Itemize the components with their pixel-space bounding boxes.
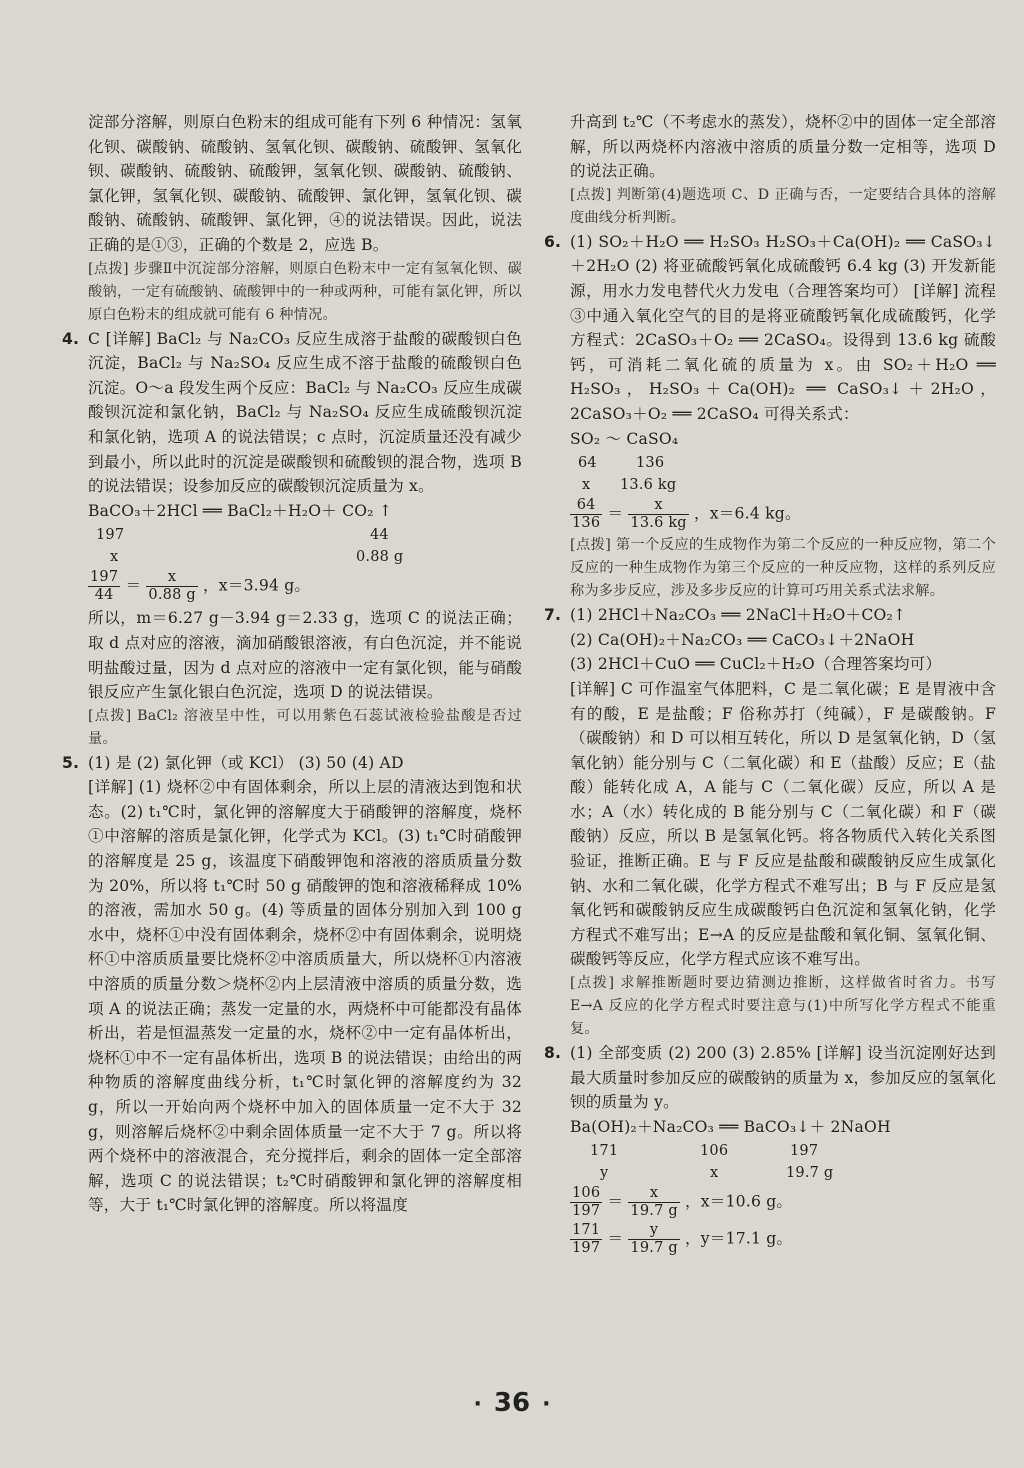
- numerator: y: [628, 1222, 679, 1240]
- numerator: x: [146, 569, 197, 587]
- calc-value: 44: [370, 527, 389, 544]
- result: ，x＝10.6 g。: [684, 1192, 793, 1211]
- fraction: [628, 1185, 679, 1220]
- numerator: 171: [572, 1222, 601, 1239]
- page-number: 36: [493, 1388, 531, 1418]
- question-number: 6.: [544, 232, 562, 251]
- denominator: 0.88 g: [148, 587, 196, 604]
- q7-answer-2: (2) Ca(OH)₂＋Na₂CO₃ ══ CaCO₃↓＋2NaOH: [570, 630, 915, 649]
- question-6: [544, 230, 996, 427]
- equals: ＝: [607, 504, 624, 523]
- bullet-icon: ·: [542, 1392, 551, 1417]
- q3-tip: [点拨] 步骤Ⅱ中沉淀部分溶解，则原白色粉末中一定有氢氧化钡、碳酸钠，一定有硫酸钠、硫酸钾中的一种或两种，可能有氯化钾，所以原白色粉末的组成就可能有 6 种情况。: [88, 260, 522, 323]
- denominator: 44: [94, 587, 114, 604]
- calc-value: 19.7 g: [786, 1165, 834, 1182]
- bullet-icon: ·: [473, 1392, 482, 1417]
- calc-value: 197: [96, 527, 125, 544]
- q5-continuation: 升高到 t₂℃（不考虑水的蒸发），烧杯②中的固体一定全部溶解，所以两烧杯内溶液中溶质的质量分数一定相等，选项 D 的说法正确。: [570, 113, 996, 181]
- numerator: x: [628, 497, 688, 515]
- denominator: 136: [572, 515, 601, 532]
- q4-mass-row: [88, 523, 522, 545]
- q4-equation: BaCO₃＋2HCl ══ BaCl₂＋H₂O＋ CO₂ ↑: [88, 501, 393, 520]
- question-7: [544, 603, 996, 628]
- numerator: 197: [90, 569, 119, 586]
- result: ，y＝17.1 g。: [684, 1229, 793, 1248]
- calc-value: x: [710, 1165, 719, 1182]
- question-number: 5.: [62, 753, 80, 772]
- q4-proportion: [88, 569, 522, 604]
- q7-explanation: [详解] C 可作温室气体肥料，C 是二氧化碳；E 是胃液中含有的酸，E 是盐酸；F 俗称苏打（纯碱），F 是碳酸钠。F（碳酸钠）和 D 可以相互转化，所以 D 是氢氧化钠，D（氢氧化钠）能分别与 C（二氧化碳）和 E（盐酸）反应；E（盐酸）能转化成 A，A 能与 C（二氧化碳）反应，所以 A 是水；A（水）转化成的 B 能分别与 C（二氧化碳）和 F（碳酸钠）反应，所以 B 是氢氧化钙。将各物质代入转化关系图验证，推断正确。E 与 F 反应是盐酸和碳酸钠反应生成氯化钠、水和二氧化碳，化学方程式不难写出；B 与 F 反应是氢氧化钙和碳酸钠反应生成碳酸钙白色沉淀和氢氧化钠，化学方程式不难写出；E→A 的反应是盐酸和氧化铜、氢氧化铜、碳酸钙等反应，化学方程式应该不难写出。: [570, 679, 996, 969]
- equals: ＝: [607, 1192, 624, 1211]
- fraction: [88, 569, 120, 604]
- equals: ＝: [607, 1229, 624, 1248]
- q6-proportion: [570, 497, 996, 532]
- calc-value: 64: [578, 455, 597, 472]
- q7-tip: [点拨] 求解推断题时要边猜测边推断，这样做省时省力。书写 E→A 反应的化学方程式时要注意与(1)中所写化学方程式不能重复。: [570, 975, 996, 1038]
- calc-value: 13.6 kg: [620, 477, 677, 494]
- fraction: [628, 1222, 679, 1257]
- numerator: 64: [570, 497, 602, 515]
- calc-value: 106: [700, 1143, 729, 1160]
- calc-value: 0.88 g: [356, 549, 404, 566]
- fraction: [628, 497, 688, 532]
- fraction: [570, 1222, 602, 1257]
- numerator: 106: [572, 1185, 601, 1202]
- question-number: 4.: [62, 329, 80, 348]
- q5-tip: [点拨] 判断第(4)题选项 C、D 正确与否，一定要结合具体的溶解度曲线分析判断。: [570, 186, 996, 226]
- q8-explanation: (1) 全部变质 (2) 200 (3) 2.85% [详解] 设当沉淀刚好达到最大质量时参加反应的碳酸钠的质量为 x，参加反应的氢氧化钡的质量为 y。: [570, 1044, 996, 1112]
- fraction: [570, 1185, 602, 1220]
- denominator: 19.7 g: [630, 1240, 678, 1257]
- q8-proportion-2: [570, 1222, 996, 1257]
- calc-value: x: [582, 477, 591, 494]
- calc-value: 136: [636, 455, 665, 472]
- q4-explanation: C [详解] BaCl₂ 与 Na₂CO₃ 反应生成溶于盐酸的碳酸钡白色沉淀，BaCl₂ 与 Na₂SO₄ 反应生成不溶于盐酸的硫酸钡白色沉淀。O～a 段发生两个反应：BaCl₂ 与 Na₂CO₃ 反应生成碳酸钡沉淀和氯化钠，BaCl₂ 与 Na₂SO₄ 反应生成硫酸钡沉淀和氯化钠，选项 A 的说法错误；c 点时，沉淀质量还没有减少到最小，所以此时的沉淀是碳酸钡和硫酸钡的混合物，选项 B 的说法错误；设参加反应的碳酸钡沉淀质量为 x。: [88, 329, 522, 496]
- q4-tip: [点拨] BaCl₂ 溶液呈中性，可以用紫色石蕊试液检验盐酸是否过量。: [88, 707, 522, 747]
- question-4: [62, 327, 522, 499]
- denominator: 19.7 g: [630, 1203, 678, 1220]
- q3-continuation: 淀部分溶解，则原白色粉末的组成可能有下列 6 种情况：氢氧化钡、碳酸钠、硫酸钠、氢氧化钡、碳酸钠、硫酸钾、氢氧化钡、碳酸钠、硫酸钠、硫酸钾，氢氧化钡、碳酸钠、硫酸钠、氯化钾，氢氧化钡、碳酸钠、硫酸钾、氯化钾，氢氧化钡、碳酸钠、硫酸钠、硫酸钾、氯化钾，④的说法错误。因此，说法正确的是①③，正确的个数是 2，应选 B。: [88, 113, 522, 254]
- calc-value: 197: [790, 1143, 819, 1160]
- q8-equation: Ba(OH)₂＋Na₂CO₃ ══ BaCO₃↓＋ 2NaOH: [570, 1117, 891, 1136]
- result: ，x＝3.94 g。: [202, 576, 311, 595]
- right-column: [544, 110, 996, 1259]
- denominator: 197: [572, 1203, 601, 1220]
- q6-relation: SO₂ ～ CaSO₄: [570, 429, 679, 448]
- question-number: 8.: [544, 1044, 562, 1063]
- q6-tip: [点拨] 第一个反应的生成物作为第二个反应的一种反应物，第二个反应的一种生成物作为第三个反应的一种反应物，这样的系列反应称为多步反应，涉及多步反应的计算可巧用关系式法求解。: [570, 537, 996, 600]
- q8-proportion-1: [570, 1185, 996, 1220]
- numerator: x: [628, 1185, 679, 1203]
- fraction: [146, 569, 197, 604]
- q5-explanation: [详解] (1) 烧杯②中有固体剩余，所以上层的清液达到饱和状态。(2) t₁℃时，氯化钾的溶解度大于硝酸钾的溶解度，烧杯①中溶解的溶质是氯化钾，化学式为 KCl。(3) t₁℃时硝酸钾的溶解度是 25 g，该温度下硝酸钾饱和溶液的溶质质量分数为 20%，所以将 t₁℃时 50 g 硝酸钾的饱和溶液稀释成 10% 的溶液，需加水 50 g。(4) 等质量的固体分别加入到 100 g 水中，烧杯①中没有固体剩余，烧杯②中有固体剩余，说明烧杯①中溶质质量要比烧杯②中溶质质量大，所以烧杯①内溶液中溶质的质量分数＞烧杯②内上层清液中溶质的质量分数，选项 A 的说法正确；蒸发一定量的水，两烧杯中可能都没有晶体析出，若是恒温蒸发一定量的水，烧杯②中一定有晶体析出，烧杯①中不一定有晶体析出，选项 B 的说法错误；由给出的两种物质的溶解度曲线分析，t₁℃时氯化钾的溶解度约为 32 g，所以一开始向两个烧杯中加入的固体质量一定不大于 32 g，则溶解后烧杯②中剩余固体质量一定不大于 7 g。所以将两个烧杯中的溶液混合，充分搅拌后，剩余的固体一定全部溶解，选项 C 的说法错误；t₂℃时硝酸钾和氯化钾的溶解度相等，大于 t₁℃时氯化钾的溶解度。所以将温度: [88, 778, 522, 1215]
- question-8: [544, 1041, 996, 1115]
- q6-unknown-row: [570, 473, 996, 495]
- q6-mass-row: [570, 451, 996, 473]
- q8-mass-row: [570, 1139, 996, 1161]
- q5-answer: (1) 是 (2) 氯化钾（或 KCl） (3) 50 (4) AD: [88, 753, 404, 772]
- question-number: 7.: [544, 606, 562, 625]
- q4-explanation-continued: 所以，m＝6.27 g－3.94 g＝2.33 g，选项 C 的说法正确；取 d 点对应的溶液，滴加硝酸银溶液，有白色沉淀，并不能说明盐酸过量，因为 d 点对应的溶液中一定有氯化钡，能与硝酸银反应产生氯化银白色沉淀，选项 D 的说法错误。: [88, 609, 522, 702]
- calc-value: 171: [590, 1143, 619, 1160]
- denominator: 13.6 kg: [630, 515, 687, 532]
- result: ，x＝6.4 kg。: [693, 504, 801, 523]
- left-column: [62, 110, 522, 1218]
- q6-explanation: (1) SO₂＋H₂O ══ H₂SO₃ H₂SO₃＋Ca(OH)₂ ══ CaSO₃↓＋2H₂O (2) 将亚硫酸钙氧化成硫酸钙 6.4 kg (3) 开发新能源，用水力发电替代火力发电（合理答案均可） [详解] 流程③中通入氧化空气的目的是将亚硫酸钙氧化成硫酸钙，化学方程式：2CaSO₃＋O₂ ══ 2CaSO₄。设得到 13.6 kg 硫酸钙，可消耗二氧化硫的质量为 x。由 SO₂＋H₂O ══ H₂SO₃，H₂SO₃＋Ca(OH)₂ ══ CaSO₃↓＋2H₂O，2CaSO₃＋O₂ ══ 2CaSO₄ 可得关系式：: [570, 232, 996, 423]
- q7-answer-3: (3) 2HCl＋CuO ══ CuCl₂＋H₂O（合理答案均可）: [570, 655, 942, 674]
- denominator: 197: [572, 1240, 601, 1257]
- fraction: [570, 497, 602, 532]
- q7-answer-1: (1) 2HCl＋Na₂CO₃ ══ 2NaCl＋H₂O＋CO₂↑: [570, 606, 907, 625]
- equals: ＝: [125, 576, 142, 595]
- calc-value: y: [600, 1165, 609, 1182]
- q8-unknown-row: [570, 1161, 996, 1183]
- q4-unknown-row: [88, 545, 522, 567]
- question-5: [62, 751, 522, 776]
- calc-value: x: [110, 549, 119, 566]
- page-footer: [0, 1388, 1024, 1418]
